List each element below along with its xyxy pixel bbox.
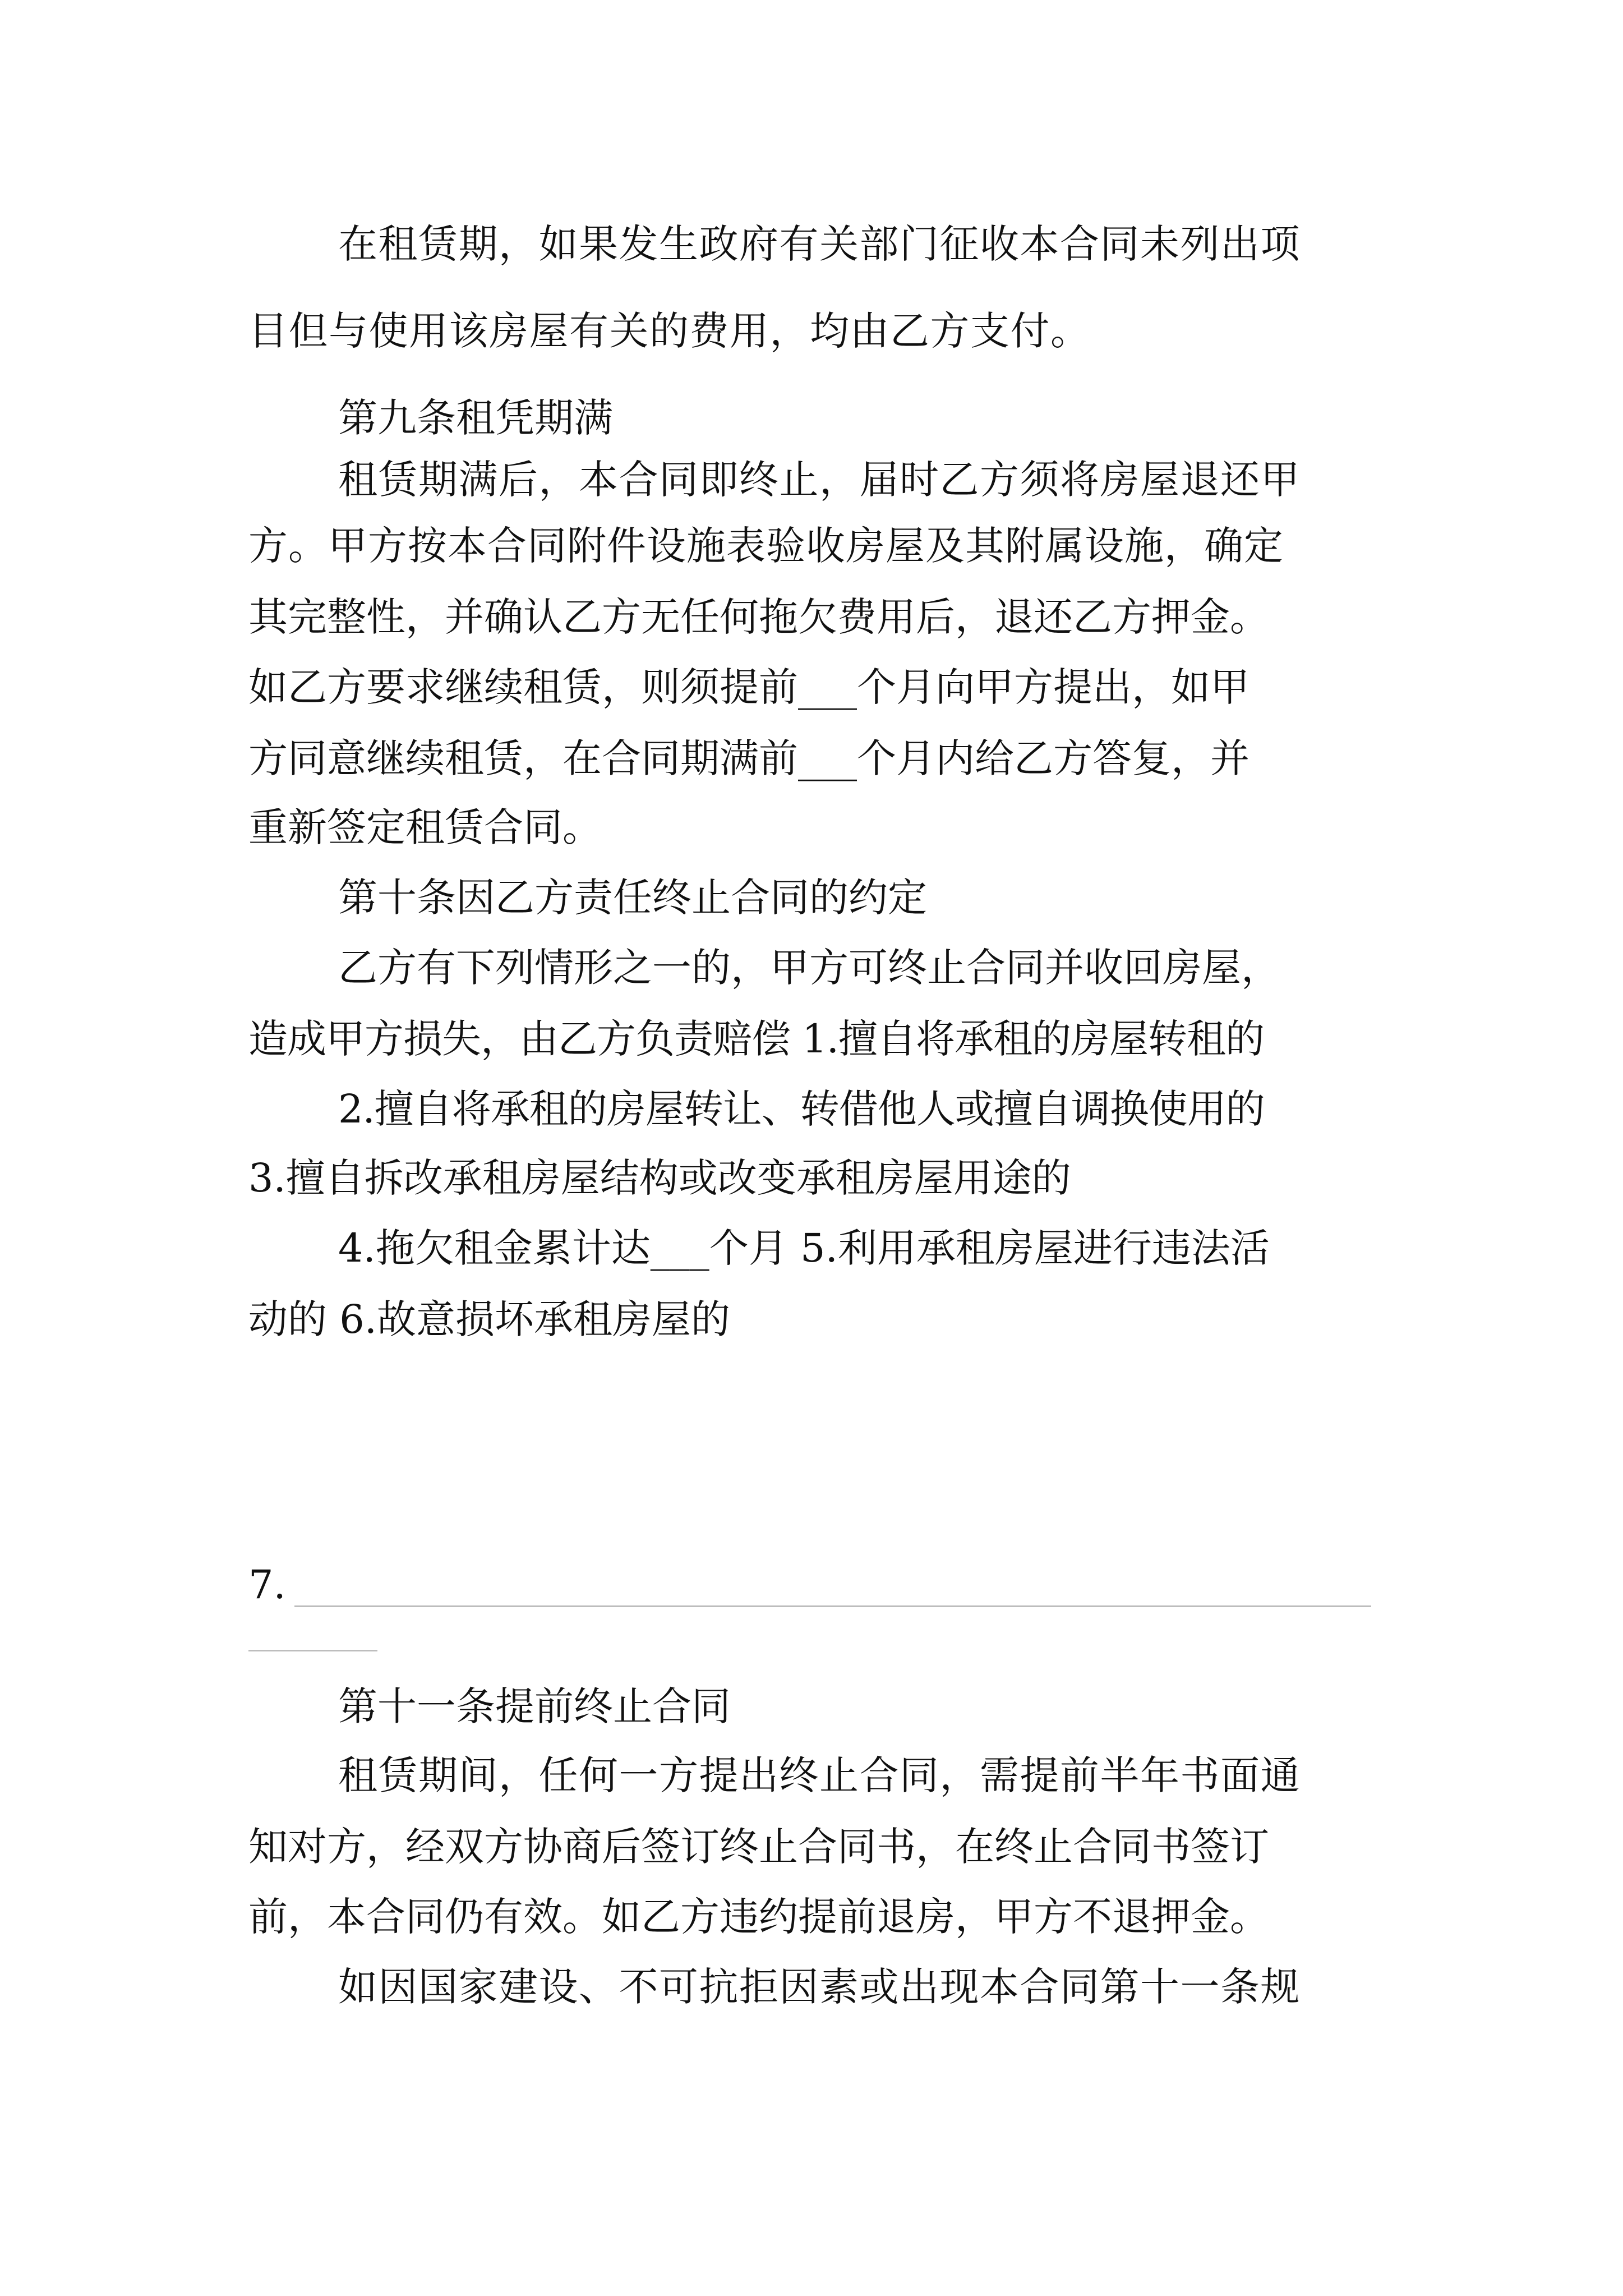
item-seven-label: 7. <box>248 1562 286 1608</box>
paragraph-line: 造成甲方损失，由乙方负责赔偿 1.擅自将承租的房屋转租的 <box>248 1016 1265 1062</box>
section-heading: 第十条因乙方责任终止合同的约定 <box>338 875 927 921</box>
paragraph-line: 如因国家建设、不可抗拒因素或出现本合同第十一条规 <box>338 1964 1301 2010</box>
paragraph-line: 租赁期满后，本合同即终止，届时乙方须将房屋退还甲 <box>338 457 1301 503</box>
paragraph-line: 乙方有下列情形之一的，甲方可终止合同并收回房屋， <box>338 945 1280 991</box>
paragraph-line: 4.拖欠租金累计达___个月 5.利用承租房屋进行违法活 <box>338 1225 1270 1271</box>
paragraph-line: 如乙方要求继续租赁，则须提前___个月向甲方提出，如甲 <box>248 664 1249 710</box>
paragraph-line: 知对方，经双方协商后签订终止合同书，在终止合同书签订 <box>248 1824 1269 1870</box>
paragraph-line: 方。甲方按本合同附件设施表验收房屋及其附属设施，确定 <box>248 523 1284 569</box>
paragraph-line: 动的 6.故意损坏承租房屋的 <box>248 1296 731 1342</box>
paragraph-line: 方同意继续租赁，在合同期满前___个月内给乙方答复，并 <box>248 735 1249 781</box>
paragraph-line: 前，本合同仍有效。如乙方违约提前退房，甲方不退押金。 <box>248 1894 1269 1940</box>
section-heading: 第九条租凭期满 <box>338 395 613 441</box>
item-seven-blank-line-continuation <box>248 1650 377 1651</box>
paragraph-line: 2.擅自将承租的房屋转让、转借他人或擅自调换使用的 <box>338 1086 1265 1132</box>
section-heading: 第十一条提前终止合同 <box>338 1683 731 1729</box>
item-seven-blank-line <box>294 1605 1371 1607</box>
paragraph-line: 租赁期间，任何一方提出终止合同，需提前半年书面通 <box>338 1752 1301 1798</box>
paragraph-line: 目但与使用该房屋有关的费用，均由乙方支付。 <box>248 308 1091 354</box>
paragraph-line: 3.擅自拆改承租房屋结构或改变承租房屋用途的 <box>248 1155 1071 1201</box>
paragraph-line: 其完整性，并确认乙方无任何拖欠费用后，退还乙方押金。 <box>248 594 1269 640</box>
paragraph-line: 在租赁期，如果发生政府有关部门征收本合同未列出项 <box>338 221 1301 267</box>
paragraph-line: 重新签定租赁合同。 <box>248 804 602 850</box>
